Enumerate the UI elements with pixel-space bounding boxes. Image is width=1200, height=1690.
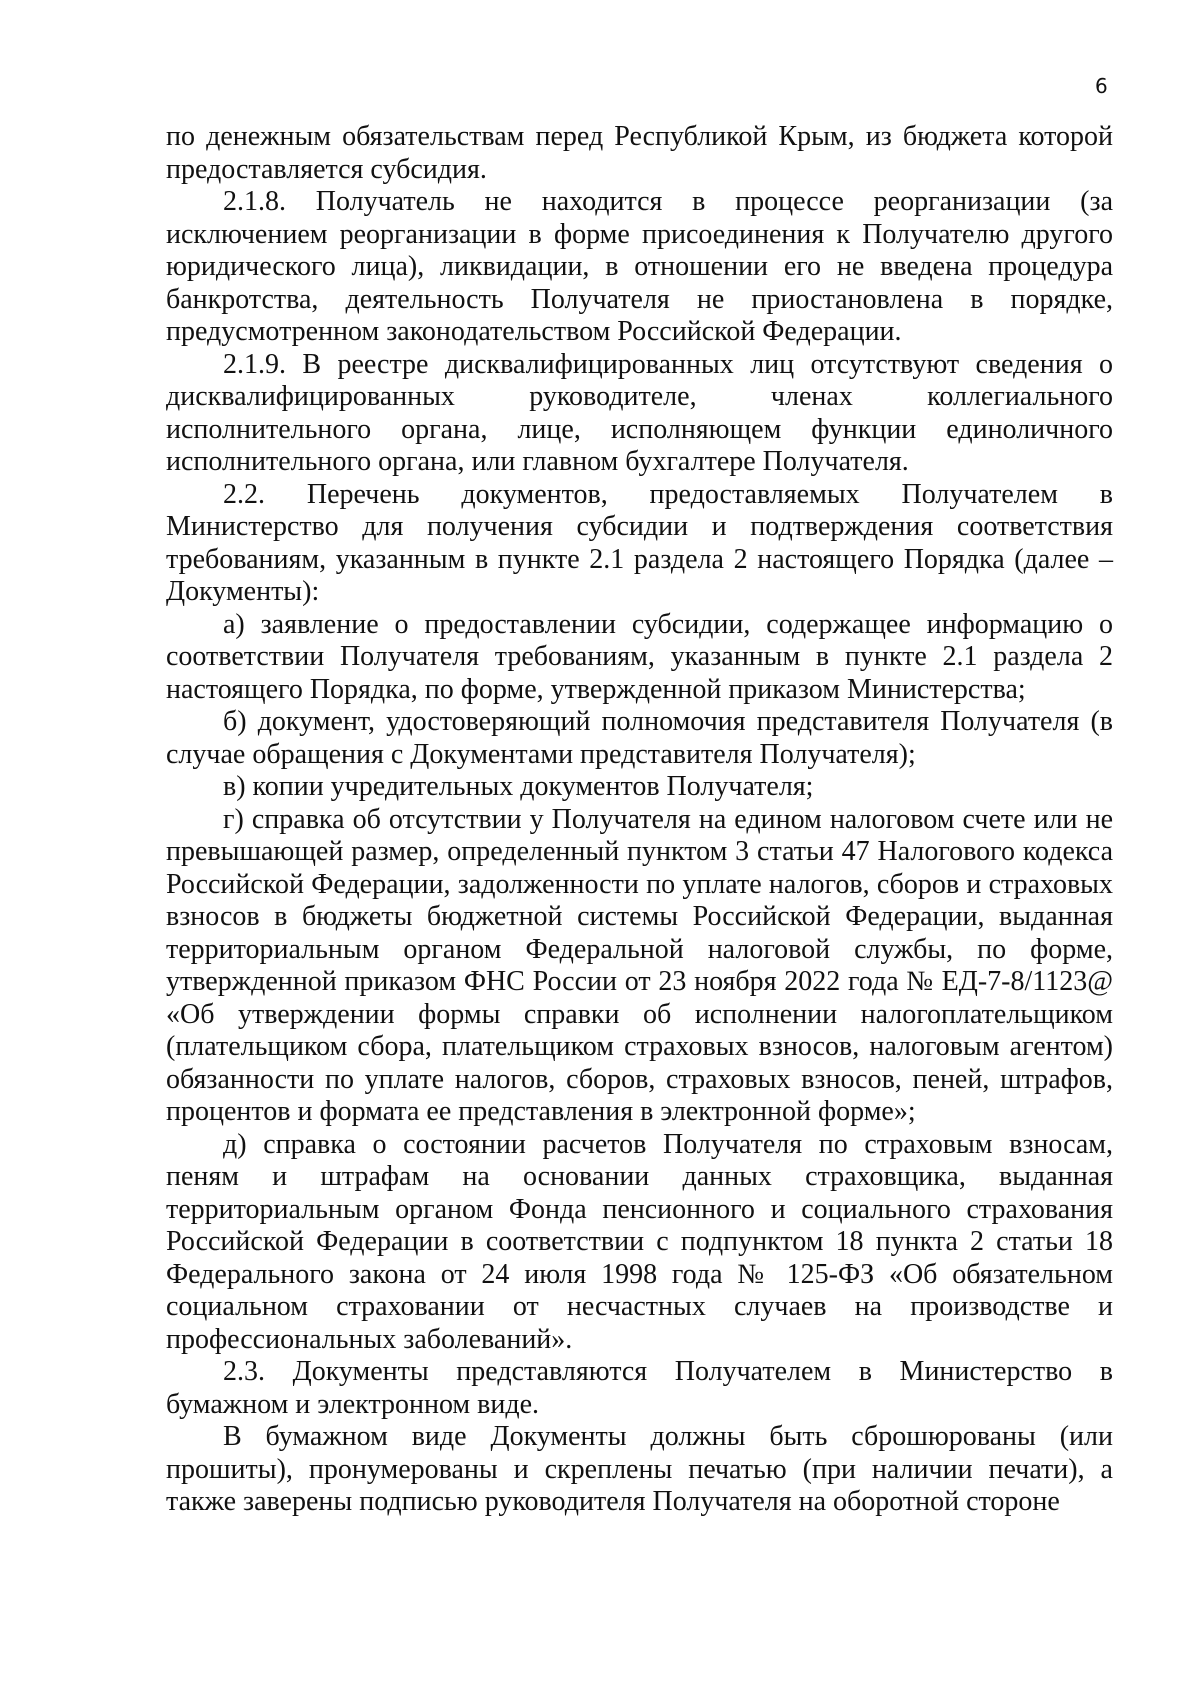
list-item-b: б) документ, удостоверяющий полномочия представителя Получателя (в случае обращения с Документами представителя Получателя); [166, 706, 1113, 770]
paragraph-2-1-8: 2.1.8. Получатель не находится в процессе реорганизации (за исключением реорганизации в форме присоединения к Получателю другого юридического лица), ликвидации, в отношении его не введена процедура банкротства, деятельность Получателя не приостановлена в порядке, предусмотренном законодательством Российской Федерации. [166, 186, 1113, 347]
paragraph-continuation: по денежным обязательствам перед Республикой Крым, из бюджета которой предоставляется субсидия. [166, 121, 1113, 185]
paragraph-2-3: 2.3. Документы представляются Получателем в Министерство в бумажном и электронном виде. [166, 1356, 1113, 1420]
page-number: 6 [1095, 74, 1108, 98]
paragraph-paper-form: В бумажном виде Документы должны быть сброшюрованы (или прошиты), пронумерованы и скреплены печатью (при наличии печати), а также заверены подписью руководителя Получателя на оборотной стороне [166, 1421, 1113, 1517]
list-item-a: а) заявление о предоставлении субсидии, содержащее информацию о соответствии Получателя требованиям, указанным в пункте 2.1 раздела 2 настоящего Порядка, по форме, утвержденной приказом Министерства; [166, 608, 1113, 705]
list-item-g: г) справка об отсутствии у Получателя на едином налоговом счете или не превышающей размер, определенный пунктом 3 статьи 47 Налогового кодекса Российской Федерации, задолженности по уплате налогов, сборов и страховых взносов в бюджеты бюджетной системы Российской Федерации, выданная территориальным органом Федеральной налоговой службы, по форме, утвержденной приказом ФНС России от 23 ноября 2022 года № ЕД-7-8/1123@ «Об утверждении формы справки об исполнении налогоплательщиком (плательщиком сбора, плательщиком страховых взносов, налоговым агентом) обязанности по уплате налогов, сборов, страховых взносов, пеней, штрафов, процентов и формата ее представления в электронной форме»; [166, 803, 1113, 1127]
list-item-v: в) копии учредительных документов Получателя; [223, 771, 814, 802]
list-item-d: д) справка о состоянии расчетов Получателя по страховым взносам, пеням и штрафам на основании данных страховщика, выданная территориальным органом Фонда пенсионного и социального страхования Российской Федерации в соответствии с подпунктом 18 пункта 2 статьи 18 Федерального закона от 24 июля 1998 года № 125-ФЗ «Об обязательном социальном страховании от несчастных случаев на производстве и профессиональных заболеваний». [166, 1128, 1113, 1355]
paragraph-2-2: 2.2. Перечень документов, предоставляемых Получателем в Министерство для получения субсидии и подтверждения соответствия требованиям, указанным в пункте 2.1 раздела 2 настоящего Порядка (далее – Документы): [166, 478, 1113, 607]
document-body [166, 121, 1113, 1519]
paragraph-2-1-9: 2.1.9. В реестре дисквалифицированных лиц отсутствуют сведения о дисквалифицированных руководителе, членах коллегиального исполнительного органа, лице, исполняющем функции единоличного исполнительного органа, или главном бухгалтере Получателя. [166, 348, 1113, 477]
